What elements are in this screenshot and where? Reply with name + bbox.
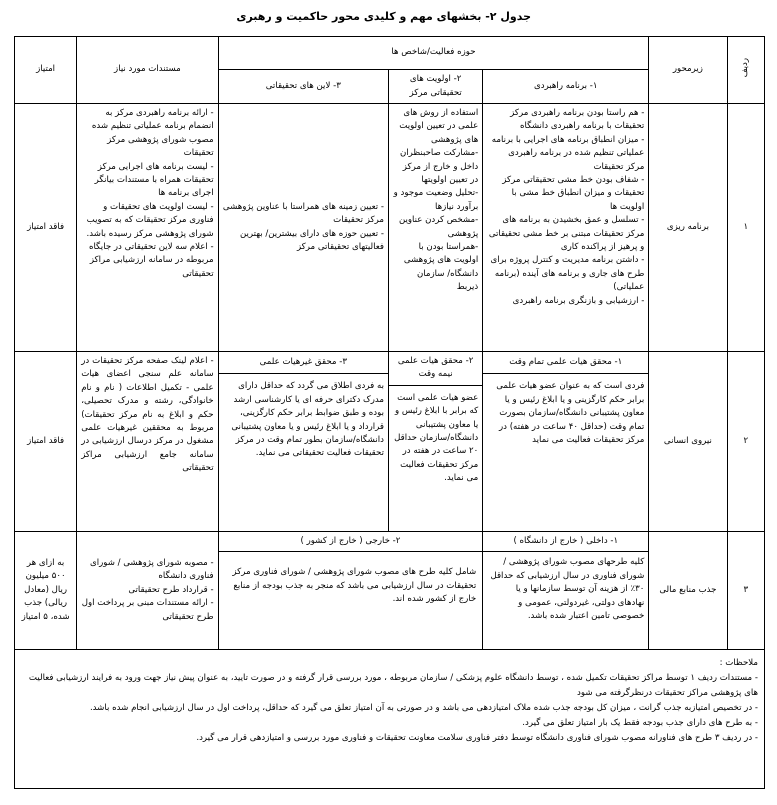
non-faculty-cell — [218, 352, 388, 532]
list-item: - ارائه برنامه راهبردی مرکز به انضمام برنامه عملیاتی تنظیم شده مصوب شورای پژوهشی مرکز تحقیقات — [91, 108, 214, 159]
list-item: - اعلام سه لاین تحقیقاتی در جایگاه مربوطه در سامانه ارزشیابی مراکز تحقیقاتی — [88, 242, 214, 279]
header-sub-axis: زیرمحور — [649, 37, 727, 104]
parttime-faculty-cell — [388, 352, 482, 532]
list-item: -همراستا بودن با اولویت های پژوهشی دانشگاه/ سازمان ذیربط — [403, 242, 479, 293]
header-score: امتیاز — [15, 37, 77, 104]
notes-cell — [15, 650, 765, 789]
list-item: -مشخص کردن عناوین پژوهشی — [398, 215, 479, 239]
list-item: - شفاف بودن خط مشی تحقیقاتی مرکز تحقیقات و میزان انطباق خط مشی با اولویت ها — [502, 175, 645, 212]
row-name: نیروی انسانی — [649, 352, 727, 532]
header-col-strategic-plan: ۱- برنامه راهبردی — [483, 70, 649, 104]
score-cell: به ازای هر ۵۰۰ میلیون ریال (معادل ریالی) جذب شده، ۵ امتیاز — [15, 532, 77, 650]
required-docs-cell — [77, 104, 218, 352]
row-number: ۳ — [727, 532, 764, 650]
required-docs-cell — [77, 532, 218, 650]
research-lines-cell — [218, 104, 388, 352]
internal-funding-cell — [483, 532, 649, 650]
list-item: - ارزشیابی و بازنگری برنامه راهبردی — [512, 295, 645, 306]
evaluation-table — [14, 36, 765, 789]
table-title: جدول ۲- بخشهای مهم و کلیدی محور حاکمیت و رهبری — [236, 10, 531, 23]
row-name: برنامه ریزی — [649, 104, 727, 352]
list-item: استفاده از روش های علمی در تعیین اولویت های پژوهشی — [399, 108, 479, 145]
list-item: - تعیین حوزه های دارای بیشترین/ بهترین فعالیتهای تحقیقاتی مرکز — [240, 228, 384, 252]
subheader: ۱- داخلی ( خارج از دانشگاه ) — [483, 532, 648, 552]
required-docs-cell: - اعلام لینک صفحه مرکز تحقیقات در سامانه علم سنجی اعضای هیات علمی - تکمیل اطلاعات ( نام و نام خانوادگی، رشته و مدرک تحصیلی، حکم و ابلاغ به نام مرکز تحقیقات) مربوط به محققین غیرهیات علمی مشغول در مرکز درسال ارزشیابی در سامانه جامع ارزشیابی مراکز تحقیقاتی — [77, 352, 218, 532]
notes-heading: ملاحظات : — [719, 658, 758, 668]
subheader: ۲- محقق هیات علمی نیمه وقت — [389, 352, 482, 386]
description: فردی است که به عنوان عضو هیات علمی برابر حکم کارگزینی و یا ابلاغ رئیس و یا معاون پشتیبانی دانشگاه/سازمان بصورت تمام وقت (حداقل ۴۰ ساعت در هفته) در مرکز تحقیقات فعالیت می نماید — [496, 381, 645, 446]
list-item: - هم راستا بودن برنامه راهبردی مرکز تحقیقات با برنامه راهبردی دانشگاه — [510, 108, 645, 132]
strategic-plan-cell — [483, 104, 649, 352]
table-row — [15, 352, 765, 532]
header-row-num: ردیف — [727, 37, 764, 104]
header-col-research-lines: ۳- لاین های تحقیقاتی — [218, 70, 388, 104]
list-item: -مشارکت صاحبنظران داخل و خارج از مرکز در تعیین اولویتها — [399, 148, 479, 186]
note-item: - در تخصیص امتیازبه جذب گرانت ، میزان کل بودجه جذب شده ملاک امتیازدهی می باشد و در صورتی به آن امتیاز تعلق می گیرد که حداقل، پرداخت اول در سال ارزشیابی انجام شده باشد. — [89, 703, 758, 714]
note-item: - به طرح های دارای جذب بودجه فقط یک بار امتیاز تعلق می گیرد. — [522, 718, 758, 729]
description: کلیه طرحهای مصوب شورای پژوهشی / شورای فناوری در سال ارزشیابی که حداقل ۳۰٪ از هزینه آن توسط سازمانها و یا نهادهای دولتی، غیردولتی، عمومی و خصوصی تامین اعتبار شده باشد. — [490, 557, 645, 622]
row-name: جذب منابع مالی — [649, 532, 727, 650]
fulltime-faculty-cell — [483, 352, 649, 532]
list-item: - مصوبه شورای پژوهشی / شورای فناوری دانشگاه — [90, 557, 214, 582]
list-item: - تسلسل و عمق بخشیدن به برنامه های مرکز تحقیقات مبتنی بر خط مشی تحقیقاتی و پرهیز از پراکنده کاری — [488, 215, 645, 253]
row-number: ۲ — [727, 352, 764, 532]
list-item: - قرارداد طرح تحقیقاتی — [128, 584, 214, 595]
description: عضو هیات علمی است که برابر با ابلاغ رئیس و یا معاون پشتیبانی دانشگاه/سازمان حداقل ۲۰ ساعت در هفته در مرکز تحقیقات فعالیت می نماید. — [394, 392, 479, 484]
external-funding-cell — [218, 532, 483, 650]
list-item: - ارائه مستندات مبنی بر پرداخت اول طرح تحقیقاتی — [81, 598, 214, 622]
list-item: - لیست اولویت های تحقیقات و فناوری مرکز تحقیقات که به تصویب شورای پژوهشی مرکز رسیده باشد. — [86, 201, 214, 239]
header-activity-area: حوزه فعالیت/شاخص ها — [218, 37, 649, 70]
description: به فردی اطلاق می گردد که حداقل دارای مدرک دکترای حرفه ای یا کارشناسی ارشد بوده و طبق ضوابط برابر حکم کارگزینی، قرارداد و یا ابلاغ رئیس و یا معاون پشتیبانی دانشگاه/سازمان بطور تمام وقت در مرکز تحقیقات فعالیت تحقیقاتی می نماید. — [231, 381, 384, 459]
description: شامل کلیه طرح های مصوب شورای پژوهشی / شورای فناوری مرکز تحقیقات در سال ارزشیابی می باشد که منجر به جذب بودجه از منابع خارج از کشور شده اند. — [232, 567, 477, 605]
row-number: ۱ — [727, 104, 764, 352]
table-row — [15, 532, 765, 650]
header-required-docs: مستندات مورد نیاز — [77, 37, 218, 104]
subheader: ۱- محقق هیات علمی تمام وقت — [483, 352, 648, 374]
list-item: - تعیین زمینه های همراستا با عناوین پژوهشی مرکز تحقیقات — [222, 201, 384, 226]
note-item: - در ردیف ۳ طرح های فناورانه مصوب شورای فناوری دانشگاه توسط دفتر فناوری سلامت معاونت تحقیقات و فناوری مورد بررسی و امتیازدهی قرار می گیرد. — [196, 733, 758, 744]
header-col-research-priorities: ۲- اولویت های تحقیقاتی مرکز — [388, 70, 482, 104]
score-cell: فاقد امتیاز — [15, 104, 77, 352]
list-item: - لیست برنامه های اجرایی مرکز تحقیقات همراه با مستندات بیانگر اجرای برنامه ها — [94, 161, 214, 199]
score-cell: فاقد امتیاز — [15, 352, 77, 532]
table-row — [15, 104, 765, 352]
subheader: ۲- خارجی ( خارج از کشور ) — [219, 532, 483, 552]
list-item: - داشتن برنامه مدیریت و کنترل پروژه برای طرح های جاری و برنامه های آینده (برنامه عملیاتی) — [490, 255, 645, 293]
list-item: -تحلیل وضعیت موجود و برآورد نیازها — [393, 188, 479, 212]
note-item: - مستندات ردیف ۱ توسط مراکز تحقیقات تکمیل شده ، توسط دانشگاه علوم پزشکی / سازمان مربوطه ، مورد بررسی قرار گرفته و در صورت تایید، به عنوان پیش نیاز جهت ورود به فرایند ارزشیابی فعالیت های پژوهشی مراکز تحقیقات درنظرگرفته می شود — [28, 673, 758, 699]
notes-row — [15, 650, 765, 789]
research-priorities-cell — [388, 104, 482, 352]
list-item: - میزان انطباق برنامه های اجرایی با برنامه عملیاتی تنظیم شده در برنامه راهبردی مرکز تحقیقات — [491, 134, 645, 172]
subheader: ۳- محقق غیرهیات علمی — [219, 352, 388, 374]
